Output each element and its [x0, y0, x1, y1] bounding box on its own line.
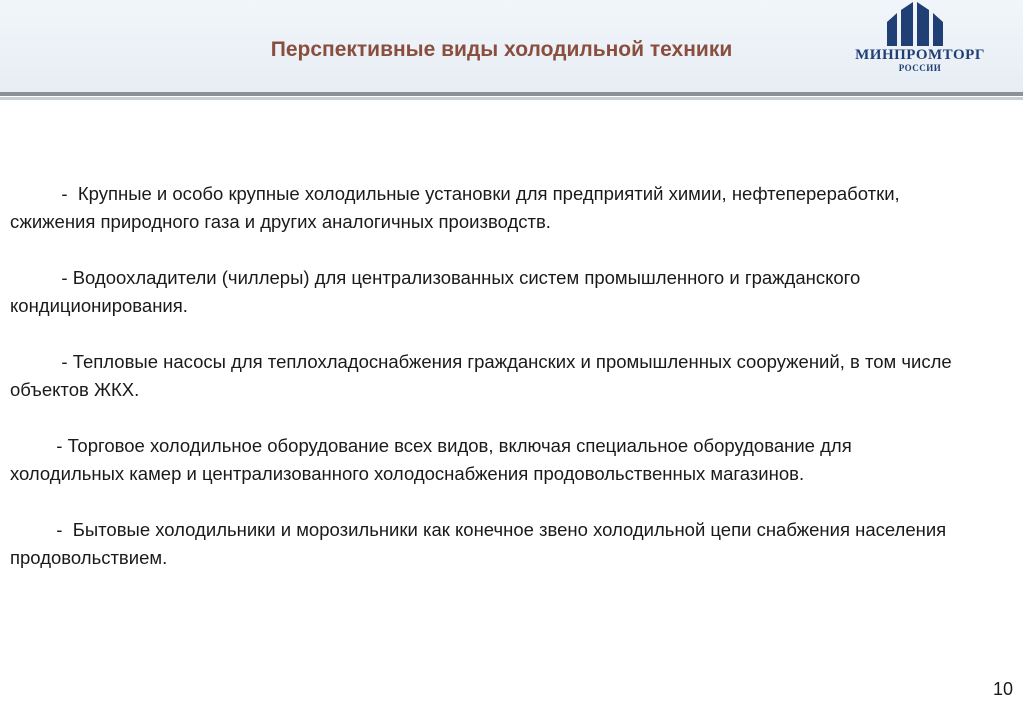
- header-divider-light: [0, 97, 1023, 100]
- bullet-list: [10, 180, 970, 600]
- list-item: - Крупные и особо крупные холодильные установки для предприятий химии, нефтепереработки, сжижения природного газа и других аналогичных производств.: [10, 183, 905, 232]
- page-number: 10: [992, 679, 1013, 699]
- header-divider: [0, 92, 1023, 96]
- list-item: - Бытовые холодильники и морозильники как конечное звено холодильной цепи снабжения населения продовольствием.: [10, 519, 952, 568]
- slide-title: Перспективные виды холодильной техники: [270, 38, 733, 61]
- logo-name: МИНПРОМТОРГ: [855, 47, 985, 63]
- building-emblem-icon: [883, 2, 957, 46]
- list-item: - Водоохладители (чиллеры) для централизованных систем промышленного и гражданского кондиционирования.: [10, 267, 866, 316]
- list-item: - Тепловые насосы для теплохладоснабжения гражданских и промышленных сооружений, в том числе объектов ЖКХ.: [10, 351, 957, 400]
- list-item: - Торговое холодильное оборудование всех видов, включая специальное оборудование для холодильных камер и централизованного холодоснабжения продовольственных магазинов.: [10, 435, 857, 484]
- logo-subtitle: РОССИИ: [898, 63, 942, 73]
- ministry-logo: [850, 2, 990, 88]
